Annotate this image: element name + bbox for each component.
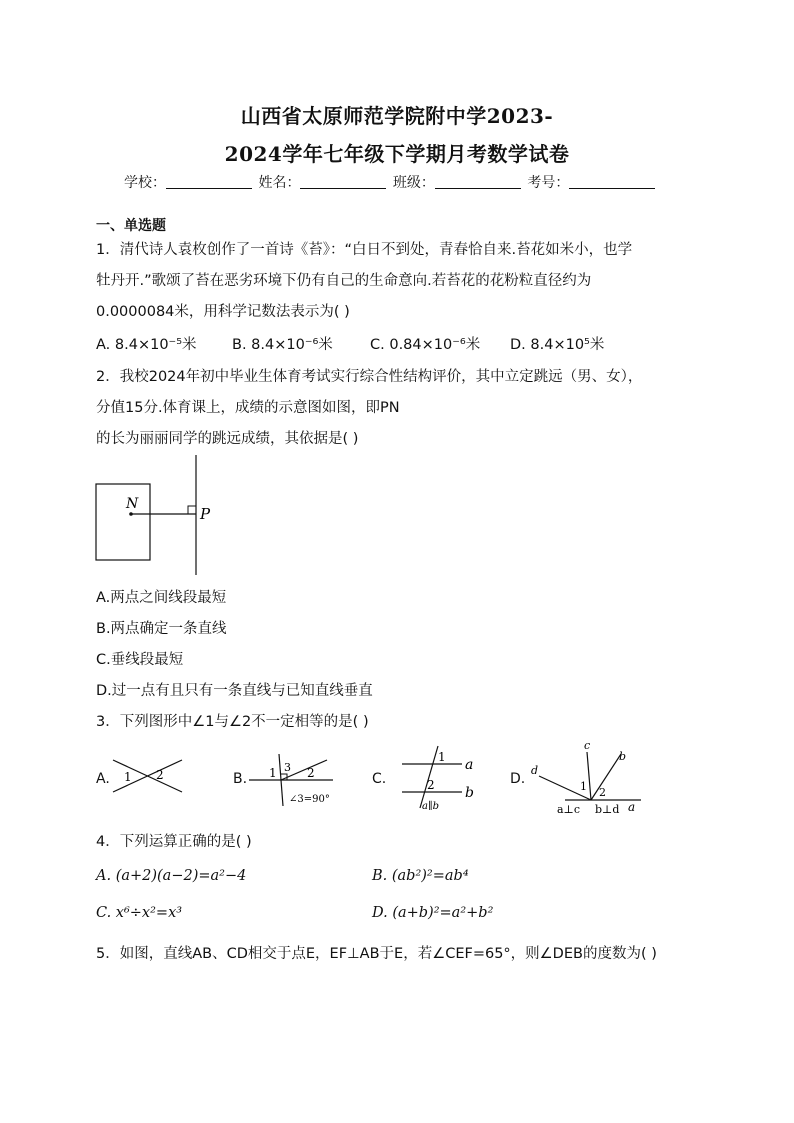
fig-d-label-c: c bbox=[584, 739, 591, 752]
q3-option-a-letter[interactable]: A. bbox=[96, 771, 110, 787]
label-n: N bbox=[126, 496, 139, 512]
name-label: 姓名： bbox=[258, 175, 301, 191]
q2-line2: 分值15分.体育课上，成绩的示意图如图，即PN bbox=[96, 400, 400, 416]
fig-d-label-d: d bbox=[531, 764, 539, 777]
fig-d-line-c bbox=[587, 752, 591, 800]
q3-option-b-letter[interactable]: B. bbox=[233, 771, 248, 787]
q2-option-b[interactable]: B.两点确定一条直线 bbox=[96, 621, 227, 637]
fig-d-label-a: a bbox=[628, 800, 636, 814]
q4-option-a[interactable]: A. (a+2)(a−2)=a²−4 bbox=[96, 868, 247, 884]
q1-line3: 0.0000084米，用科学记数法表示为( ) bbox=[96, 304, 350, 320]
q5-line1: 5．如图，直线AB、CD相交于点E，EF⊥AB于E，若∠CEF=65°，则∠DEB的度数为( ) bbox=[96, 946, 657, 962]
q1-option-a[interactable]: A. 8.4×10⁻⁵米 bbox=[96, 337, 197, 353]
exam-title-line1: 山西省太原师范学院附中学2023- bbox=[240, 104, 554, 128]
label-p: P bbox=[200, 505, 211, 523]
student-info-row bbox=[124, 172, 657, 192]
fig-c-transversal bbox=[420, 746, 438, 808]
q4-option-c[interactable]: C. x⁶÷x²=x³ bbox=[96, 905, 183, 921]
fig-b-label1: 1 bbox=[269, 766, 277, 780]
q3-figure-c[interactable] bbox=[398, 742, 484, 812]
fig-b-note: ∠3=90° bbox=[289, 794, 330, 805]
q1-line1: 1．清代诗人袁枚创作了一首诗《苔》：“白日不到处，青春恰自来.苔花如米小，也学 bbox=[96, 242, 633, 258]
name-blank[interactable] bbox=[300, 174, 386, 189]
fig-b-label3: 3 bbox=[284, 761, 291, 774]
q4-option-b[interactable]: B. (ab²)²=ab⁴ bbox=[372, 868, 469, 884]
q4-option-d[interactable]: D. (a+b)²=a²+b² bbox=[372, 905, 494, 921]
q1-line2: 牡丹开.”歌颂了苔在恶劣环境下仍有自己的生命意向.若苔花的花粉粒直径约为 bbox=[96, 273, 592, 289]
section-heading: 一、单选题 bbox=[96, 218, 166, 234]
fig-c-label2: 2 bbox=[427, 778, 435, 792]
fig-a-label1: 1 bbox=[124, 770, 132, 784]
fig-d-label2: 2 bbox=[599, 786, 606, 799]
q3-figure-d[interactable] bbox=[525, 738, 645, 818]
fig-c-label1: 1 bbox=[438, 750, 446, 764]
class-label: 班级： bbox=[392, 175, 435, 191]
q1-options bbox=[96, 333, 604, 354]
exam-number-blank[interactable] bbox=[569, 174, 655, 189]
fig-c-label-a: a bbox=[465, 757, 474, 773]
right-angle-mark bbox=[188, 506, 196, 514]
exam-number-label: 考号： bbox=[527, 175, 570, 191]
q2-line1: 2．我校2024年初中毕业生体育考试实行综合性结构评价，其中立定跳远（男、女）， bbox=[96, 369, 643, 385]
school-label: 学校： bbox=[124, 175, 166, 191]
school-blank[interactable] bbox=[166, 174, 252, 189]
fig-a-label2: 2 bbox=[156, 768, 164, 782]
fig-c-label-b: b bbox=[465, 785, 474, 801]
q3-figure-a[interactable] bbox=[110, 752, 186, 798]
q2-option-c[interactable]: C.垂线段最短 bbox=[96, 652, 184, 668]
q2-option-a[interactable]: A.两点之间线段最短 bbox=[96, 590, 227, 606]
q3-option-c-letter[interactable]: C. bbox=[372, 771, 387, 787]
exam-title-line2: 2024学年七年级下学期月考数学试卷 bbox=[224, 142, 570, 166]
q1-option-b[interactable]: B. 8.4×10⁻⁶米 bbox=[232, 337, 333, 353]
q2-figure bbox=[90, 455, 230, 577]
fig-d-note1: a⊥c bbox=[557, 803, 581, 816]
q2-option-d[interactable]: D.过一点有且只有一条直线与已知直线垂直 bbox=[96, 683, 373, 699]
fig-d-line-b bbox=[591, 754, 621, 800]
q3-figure-b[interactable] bbox=[247, 752, 337, 808]
q4-line1: 4．下列运算正确的是( ) bbox=[96, 834, 252, 850]
q3-line1: 3．下列图形中∠1与∠2不一定相等的是( ) bbox=[96, 714, 369, 730]
jump-pit-rect bbox=[96, 484, 150, 560]
class-blank[interactable] bbox=[435, 174, 521, 189]
fig-d-note2: b⊥d bbox=[595, 803, 620, 816]
point-n bbox=[129, 512, 133, 516]
fig-d-label-b: b bbox=[619, 750, 627, 763]
fig-b-label2: 2 bbox=[307, 766, 315, 780]
q1-option-d[interactable]: D. 8.4×10⁵米 bbox=[510, 337, 605, 353]
q2-line3: 的长为丽丽同学的跳远成绩，其依据是( ) bbox=[96, 431, 359, 447]
fig-c-note: a∥b bbox=[422, 801, 439, 812]
q1-option-c[interactable]: C. 0.84×10⁻⁶米 bbox=[370, 337, 481, 353]
fig-d-label1: 1 bbox=[580, 780, 587, 793]
q3-option-d-letter[interactable]: D. bbox=[510, 771, 526, 787]
